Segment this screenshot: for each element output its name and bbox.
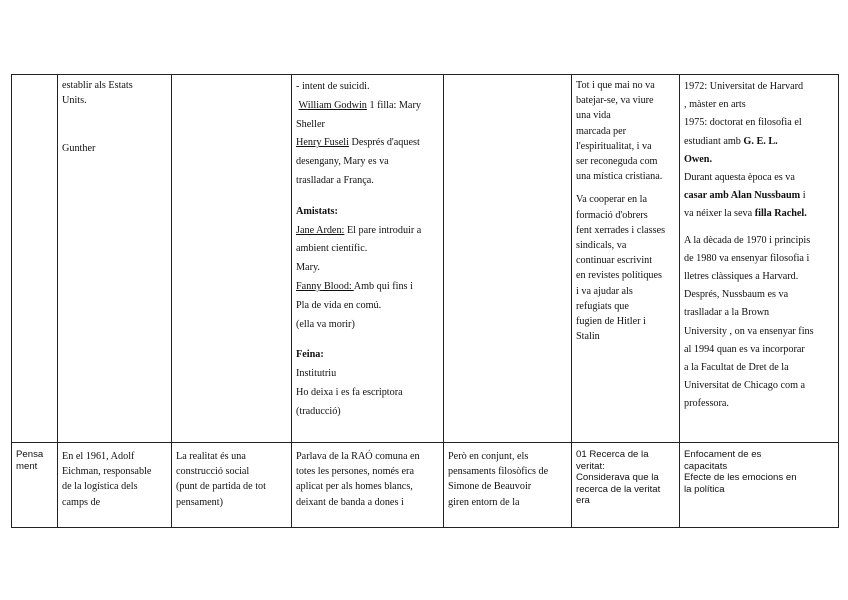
cell-text: Tot i que mai no va <box>576 80 655 91</box>
cell-text <box>684 133 834 151</box>
row-header-text: Pensa <box>16 449 44 460</box>
cell-text: 1975: doctorat en filosofia el <box>684 117 802 129</box>
table-cell <box>58 443 172 528</box>
cell-text: aplicat per als homes blancs, <box>296 481 413 493</box>
cell-text: professora. <box>684 398 729 410</box>
cell-text <box>296 278 439 297</box>
table-row <box>12 75 839 443</box>
person-name: William Godwin <box>298 99 367 111</box>
table-cell <box>12 75 58 443</box>
person-name: Fanny Blood: <box>296 280 354 292</box>
section-heading: Feina: <box>296 349 324 361</box>
cell-text: de la logística dels <box>62 481 138 493</box>
cell-text: Units. <box>62 95 87 107</box>
cell-text: va néixer la seva <box>684 208 755 220</box>
cell-text: veritat: <box>576 460 605 472</box>
cell-text: totes les persones, només era <box>296 466 414 478</box>
cell-text: University , on va ensenyar fins <box>684 325 814 337</box>
cell-text: Institutriu <box>296 368 337 380</box>
cell-text <box>296 97 439 116</box>
cell-text <box>296 134 439 153</box>
cell-text: Després d'aquest <box>348 137 420 149</box>
table-cell <box>172 443 292 528</box>
cell-text: Parlava de la RAÓ comuna en <box>296 451 420 462</box>
person-name: Jane Arden: <box>296 224 345 236</box>
row-header-cell <box>12 443 58 528</box>
cell-text: en revistes polítiques <box>576 270 663 282</box>
cell-text: recerca de la veritat <box>576 483 661 495</box>
cell-text: deixant de banda a dones i <box>296 496 404 508</box>
table-cell <box>292 443 444 528</box>
cell-text: Enfocament de es <box>684 449 762 460</box>
cell-text: Stalin <box>576 331 600 343</box>
table-cell <box>680 443 839 528</box>
person-name: G. E. L. <box>743 135 778 147</box>
cell-text: Pla de vida en comú. <box>296 299 382 311</box>
cell-text: El pare introduir a <box>344 224 422 236</box>
cell-text: refugiats que <box>576 300 629 312</box>
cell-text: Però en conjunt, els <box>448 451 529 462</box>
cell-text <box>684 205 834 223</box>
cell-text: sindicals, va <box>576 240 627 252</box>
cell-text: una mística cristiana. <box>576 171 663 183</box>
cell-text: pensament) <box>176 496 223 508</box>
person-name: Henry Fuseli <box>296 137 349 149</box>
cell-text: estudiant amb <box>684 135 744 147</box>
cell-text: 01 Recerca de la <box>576 449 649 460</box>
cell-text: pensaments filosòfics de <box>448 466 549 478</box>
row-header-text: ment <box>16 460 38 472</box>
cell-text: establir als Estats <box>62 80 133 91</box>
cell-text: a la Facultat de Dret de la <box>684 362 789 374</box>
cell-text: , màster en arts <box>684 99 746 111</box>
philosophers-table <box>11 74 839 528</box>
highlight-text: casar amb Alan Nussbaum <box>684 190 801 202</box>
cell-text: fugien de Hitler i <box>576 316 646 328</box>
table-cell <box>572 75 680 443</box>
highlight-text: filla Rachel. <box>754 208 807 220</box>
cell-text: i <box>800 190 806 202</box>
table-cell <box>172 75 292 443</box>
cell-text: Durant aquesta època es va <box>684 172 795 184</box>
table-cell <box>444 443 572 528</box>
section-heading: Amistats: <box>296 205 338 217</box>
cell-text: Simone de Beauvoir <box>448 481 532 493</box>
cell-text: Considerava que la <box>576 472 659 484</box>
table-cell <box>680 75 839 443</box>
table-cell <box>292 75 444 443</box>
cell-text: 1 filla: Mary <box>366 99 421 111</box>
cell-text: camps de <box>62 496 101 508</box>
cell-text: (punt de partida de tot <box>176 481 266 493</box>
cell-text: Universitat de Chicago com a <box>684 380 806 392</box>
cell-text: giren entorn de la <box>448 496 520 508</box>
cell-text: continuar escrivint <box>576 255 653 267</box>
cell-text: i va ajudar als <box>576 285 633 297</box>
cell-text: ser reconeguda com <box>576 156 658 168</box>
cell-text: - intent de suicidi. <box>296 81 370 92</box>
cell-text: En el 1961, Adolf <box>62 451 135 462</box>
cell-text: traslladar a la Brown <box>684 307 770 319</box>
table-cell <box>444 75 572 443</box>
cell-text: Ho deixa i es fa escriptora <box>296 386 403 398</box>
cell-text: (ella va morir) <box>296 318 355 330</box>
cell-text: ambient científic. <box>296 243 368 255</box>
cell-text: A la dècada de 1970 i principis <box>684 234 811 246</box>
cell-text: (traducció) <box>296 405 341 417</box>
cell-text: Efecte de les emocions en <box>684 472 797 484</box>
cell-text: formació d'obrers <box>576 209 648 221</box>
cell-text: Eichman, responsable <box>62 466 152 478</box>
cell-text: Després, Nussbaum es va <box>684 289 789 301</box>
cell-text: Va cooperar en la <box>576 194 647 206</box>
cell-text: Sheller <box>296 118 325 130</box>
cell-text <box>296 222 439 241</box>
cell-text: desengany, Mary es va <box>296 156 389 168</box>
cell-text: 1972: Universitat de Harvard <box>684 81 804 92</box>
cell-text: al 1994 quan es va incorporar <box>684 343 805 355</box>
cell-text: l'espiritualitat, i va <box>576 140 652 152</box>
cell-text: Amb qui fins i <box>353 280 413 292</box>
person-name: Owen. <box>684 153 713 165</box>
cell-text: Mary. <box>296 262 320 274</box>
cell-text: de 1980 va ensenyar filosofia i <box>684 252 810 264</box>
cell-text: traslladar a França. <box>296 174 374 186</box>
cell-text <box>684 187 834 205</box>
table-row <box>12 443 839 528</box>
cell-text: batejar-se, va viure <box>576 95 654 107</box>
cell-text: marcada per <box>576 125 627 137</box>
cell-text: construcció social <box>176 466 250 478</box>
cell-text: fent xerrades i classes <box>576 224 666 236</box>
cell-text: capacitats <box>684 460 728 472</box>
cell-text: Gunther <box>62 142 96 154</box>
cell-text: una vida <box>576 110 611 122</box>
table-cell <box>58 75 172 443</box>
cell-text: La realitat és una <box>176 451 246 462</box>
cell-text: lletres clàssiques a Harvard. <box>684 271 799 283</box>
cell-text: era <box>576 495 590 507</box>
table-cell <box>572 443 680 528</box>
cell-text: la política <box>684 483 725 495</box>
